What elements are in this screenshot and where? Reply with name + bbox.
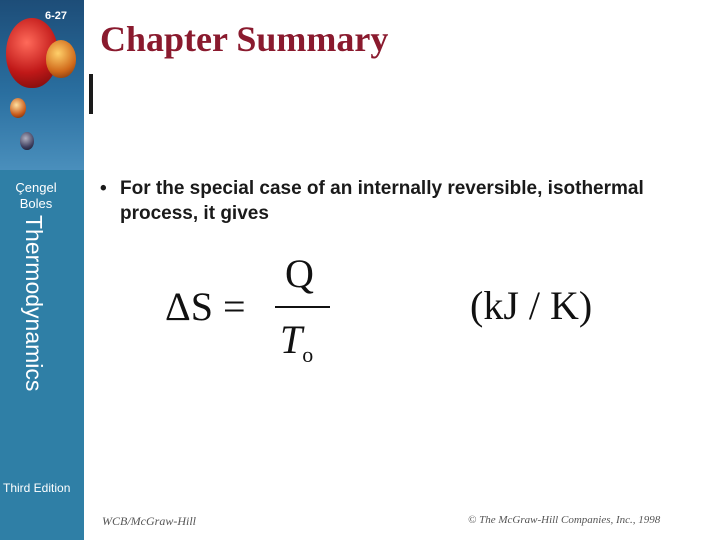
hot-air-balloon-icon: [20, 132, 34, 150]
slide-number: 6-27: [45, 10, 68, 22]
authors: [0, 180, 72, 212]
book-title: Thermodynamics: [21, 215, 47, 392]
edition-label: Third Edition: [3, 481, 71, 495]
fraction-bar: [275, 306, 330, 308]
balloon-photo: [0, 0, 84, 170]
footer-publisher: WCB/McGraw-Hill: [102, 514, 196, 528]
bullet-item: [100, 176, 700, 226]
formula-lhs: ΔS =: [165, 284, 246, 329]
hot-air-balloon-icon: [10, 98, 26, 118]
author-name: Çengel: [15, 180, 57, 195]
title-accent-bar: [89, 74, 93, 114]
slide-title: Chapter Summary: [100, 19, 389, 59]
book-title-vertical: [20, 215, 54, 463]
bullet-marker: •: [100, 178, 107, 199]
formula-denominator: $T_o$: [280, 317, 314, 367]
entropy-formula: [165, 250, 345, 375]
hot-air-balloon-icon: [46, 40, 76, 78]
footer-copyright: © The McGraw-Hill Companies, Inc., 1998: [468, 514, 661, 526]
bullet-text: For the special case of an internally reversible, isothermal process, it gives: [120, 178, 644, 224]
author-name: Boles: [19, 196, 53, 211]
formula-units: (kJ / K): [470, 283, 593, 328]
denominator-subscript: o: [302, 342, 314, 367]
sidebar-band: [0, 0, 84, 540]
formula-numerator: Q: [285, 251, 314, 296]
